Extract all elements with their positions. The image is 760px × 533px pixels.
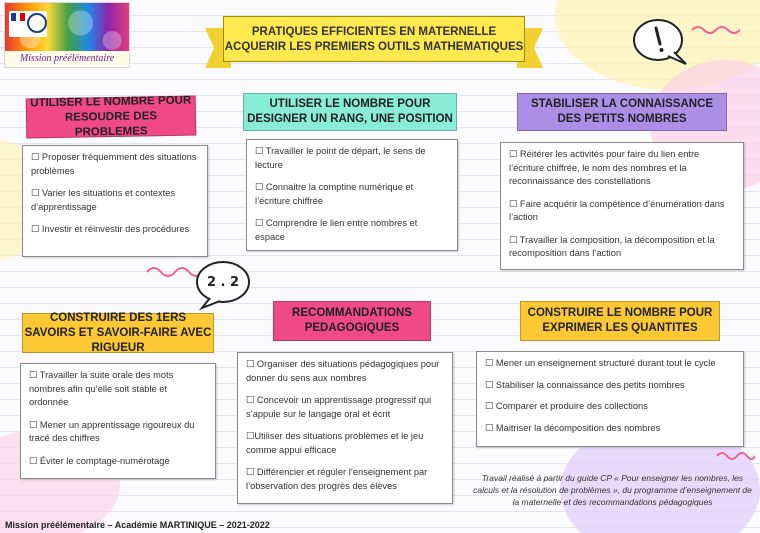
section-header-petits-nombres: STABILISER LA CONNAISSANCE DES PETITS NOMBRES	[517, 93, 727, 131]
squiggle-decoration-top	[690, 22, 740, 36]
section-list-premiers-savoirs	[20, 363, 216, 479]
list-item: ☐ Éviter le comptage-numérotage	[29, 455, 170, 466]
list-item: ☐ Investir et réinvestir des procédures	[31, 224, 190, 234]
section-header-designer-rang: UTILISER LE NOMBRE POUR DESIGNER UN RANG, UNE POSITION	[243, 93, 457, 131]
section-list-exprimer-quantites	[476, 351, 744, 447]
speech-bubble-text: 2 . 2	[206, 275, 240, 290]
list-item: ☐ Maitriser la décomposition des nombres	[485, 422, 661, 433]
section-header-resoudre-problemes: UTILISER LE NOMBRE POUR RESOUDRE DES PROBLEMES	[26, 96, 197, 139]
list-item: ☐ Travailler le point de départ, le sens de lecture	[255, 146, 426, 170]
list-item: ☐ Travailler la composition, la décomposition et la recomposition dans l’action	[509, 234, 715, 258]
list-item: ☐ Comprendre le lien entre nombres et espace	[255, 218, 418, 242]
page-title-line1: PRATIQUES EFFICIENTES EN MATERNELLE	[251, 26, 497, 38]
section-list-designer-rang	[246, 139, 458, 251]
list-item: ☐ Mener un apprentissage rigoureux du tracé des chiffres	[29, 419, 195, 443]
list-item: ☐ Connaitre la comptine numérique et l’écriture chiffrée	[255, 182, 414, 206]
logo-label: Mission préélémentaire	[5, 51, 129, 67]
list-item: ☐ Concevoir un apprentissage progressif qui s’appuie sur le langage oral et écrit	[246, 395, 432, 419]
squiggle-decoration-bottom	[715, 448, 755, 462]
section-list-resoudre-problemes	[22, 145, 208, 257]
section-list-recommandations	[237, 352, 453, 504]
academy-seal-icon	[27, 13, 47, 33]
list-item: ☐ Différencier et réguler l’enseignement par l’observation des progrès des élèves	[246, 467, 428, 491]
section-list-petits-nombres	[500, 142, 744, 270]
list-item: ☐ Faire acquérir la compétence d’énumération dans l’action	[509, 198, 725, 222]
french-flag-icon	[11, 13, 25, 21]
exclamation-bubble-icon	[628, 16, 690, 68]
section-header-premiers-savoirs: CONSTRUIRE DES 1ERS SAVOIRS ET SAVOIR-FAIRE AVEC RIGUEUR	[22, 313, 214, 353]
list-item: ☐ Travailler la suite orale des mots nombres afin qu’elle soit stable et ordonnée	[29, 370, 174, 407]
section-header-recommandations: RECOMMANDATIONS PEDAGOGIQUES	[273, 301, 431, 341]
page-footer: Mission préélémentaire – Académie MARTINIQUE – 2021-2022	[5, 520, 270, 530]
section-header-exprimer-quantites: CONSTRUIRE LE NOMBRE POUR EXPRIMER LES QUANTITES	[520, 301, 720, 341]
list-item: ☐ Mener un enseignement structuré durant tout le cycle	[485, 358, 716, 368]
list-item: ☐ Comparer et produire des collections	[485, 401, 648, 411]
list-item: ☐ Stabiliser la connaissance des petits nombres	[485, 379, 685, 390]
page-title-line2: ACQUERIR LES PREMIERS OUTILS MATHEMATIQUES	[224, 41, 524, 53]
mission-logo	[4, 2, 130, 68]
list-item: ☐Utiliser des situations problèmes et le jeu comme appui efficace	[246, 431, 424, 455]
list-item: ☐ Organiser des situations pédagogiques pour donner du sens aux nombres	[246, 359, 440, 383]
list-item: ☐ Varier les situations et contextes d’apprentissage	[31, 188, 176, 212]
page-title	[223, 16, 525, 62]
list-item: ☐ Proposer fréquemment des situations problèmes	[31, 152, 197, 176]
credit-note: Travail réalisé à partir du guide CP « Pour enseigner les nombres, les calculs et la résolution de problèmes », du programme d’enseignement de la maternelle et des recommandations pédagogiques	[473, 473, 752, 507]
list-item: ☐ Réitérer les activités pour faire du lien entre l’écriture chiffrée, le nom des nombres et la reconnaissance des constellations	[509, 149, 700, 186]
